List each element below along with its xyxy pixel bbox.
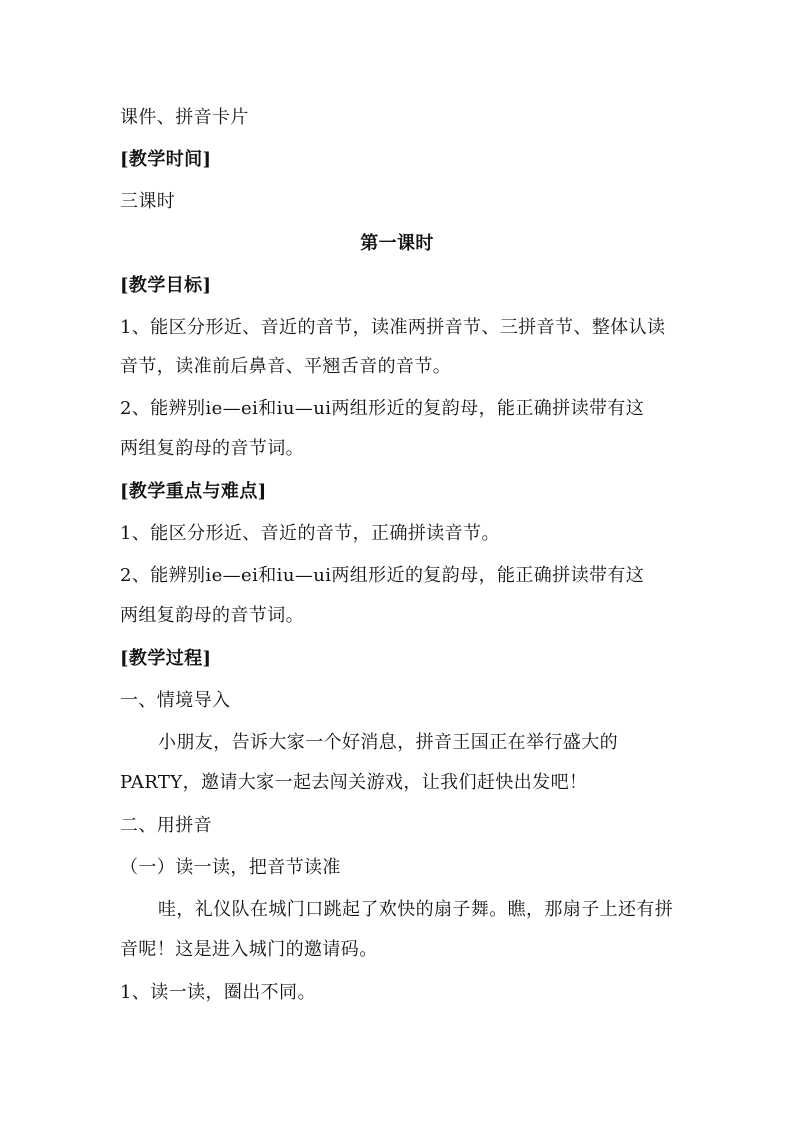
intro-paragraph-line-2: PARTY，邀请大家一起去闯关游戏，让我们赶快出发吧！ [120, 772, 588, 793]
objective-1-line-1: 1、能区分形近、音近的音节，读准两拼音节、三拼音节、整体认读 [120, 317, 666, 338]
process-step-1-heading: 一、情境导入 [120, 690, 231, 711]
objective-2-line-1: 2、能辨别ie—ei和iu—ui两组形近的复韵母，能正确拼读带有这 [120, 398, 645, 419]
key-point-1: 1、能区分形近、音近的音节，正确拼读音节。 [120, 523, 500, 544]
objective-1-line-2: 音节，读准前后鼻音、平翘舌音的音节。 [120, 356, 452, 377]
objective-2-line-2: 两组复韵母的音节词。 [120, 438, 304, 459]
materials-line: 课件、拼音卡片 [120, 107, 249, 128]
section-heading-objectives: [教学目标] [120, 275, 212, 296]
section-heading-key-points: [教学重点与难点] [120, 481, 267, 502]
process-step-2-heading: 二、用拼音 [120, 815, 212, 836]
intro-paragraph-line-1: 小朋友，告诉大家一个好消息，拼音王国正在举行盛大的 [158, 732, 618, 753]
key-point-2-line-2: 两组复韵母的音节词。 [120, 605, 304, 626]
story-paragraph-line-1: 哇，礼仪队在城门口跳起了欢快的扇子舞。瞧，那扇子上还有拼 [158, 899, 674, 920]
sub-step-1-heading: （一）读一读，把音节读准 [120, 857, 341, 878]
key-point-2-line-1: 2、能辨别ie—ei和iu—ui两组形近的复韵母，能正确拼读带有这 [120, 565, 645, 586]
section-heading-process: [教学过程] [120, 648, 212, 669]
lesson-title: 第一课时 [360, 233, 434, 254]
exercise-1-heading: 1、读一读，圈出不同。 [120, 982, 316, 1003]
section-heading-teaching-time: [教学时间] [120, 149, 212, 170]
teaching-time-value: 三课时 [120, 191, 176, 212]
story-paragraph-line-2: 音呢！这是进入城门的邀请码。 [120, 939, 378, 960]
